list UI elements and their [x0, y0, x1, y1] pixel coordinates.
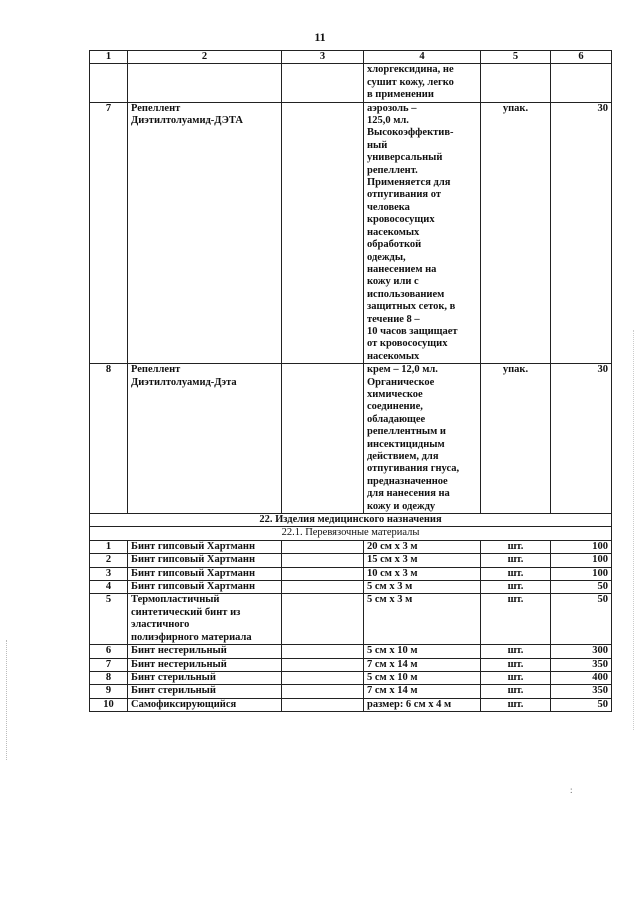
cell-empty — [282, 64, 364, 102]
scan-edge-right — [633, 330, 635, 730]
item-name: Бинт гипсовый Хартманн — [128, 540, 282, 553]
cell-empty — [282, 581, 364, 594]
item-description: 10 см х 3 м — [364, 567, 481, 580]
table-row — [90, 554, 612, 567]
table-header-row — [90, 51, 612, 64]
item-description: крем – 12,0 мл. Органическое химическое соединение, обладающее репеллентным и инсектицидным действием, для отпугивания гнуса, предназначенное для нанесения на кожу и одежду — [364, 364, 481, 514]
page-number: 11 — [314, 30, 326, 44]
item-number: 5 — [90, 594, 128, 645]
item-name: Репеллент Диэтилтолуамид-Дэта — [128, 364, 282, 514]
item-description: 5 см х 3 м — [364, 594, 481, 645]
item-unit: шт. — [481, 540, 551, 553]
cell-empty — [282, 645, 364, 658]
item-quantity: 100 — [551, 554, 612, 567]
item-name: Бинт гипсовый Хартманн — [128, 554, 282, 567]
table-row — [90, 645, 612, 658]
subsection-title: 22.1. Перевязочные материалы — [90, 527, 612, 540]
header-cell: 2 — [128, 51, 282, 64]
header-cell: 4 — [364, 51, 481, 64]
item-unit: шт. — [481, 567, 551, 580]
item-unit: шт. — [481, 685, 551, 698]
item-name: Репеллент Диэтилтолуамид-ДЭТА — [128, 102, 282, 364]
header-cell: 5 — [481, 51, 551, 64]
item-description: 7 см х 14 м — [364, 685, 481, 698]
item-quantity: 50 — [551, 581, 612, 594]
cell-empty — [282, 671, 364, 684]
cell-empty — [90, 64, 128, 102]
item-quantity: 50 — [551, 594, 612, 645]
cell-empty — [481, 64, 551, 102]
item-number: 3 — [90, 567, 128, 580]
item-description: размер: 6 см х 4 м — [364, 698, 481, 711]
item-name: Самофиксирующийся — [128, 698, 282, 711]
item-number: 7 — [90, 102, 128, 364]
item-number: 8 — [90, 364, 128, 514]
item-description: 7 см х 14 м — [364, 658, 481, 671]
cell-empty — [282, 554, 364, 567]
header-cell: 1 — [90, 51, 128, 64]
cell-empty — [282, 567, 364, 580]
header-cell: 6 — [551, 51, 612, 64]
item-unit: шт. — [481, 671, 551, 684]
item-quantity: 100 — [551, 540, 612, 553]
cell-empty — [282, 594, 364, 645]
section-row — [90, 514, 612, 527]
cell-empty — [282, 102, 364, 364]
table-row — [90, 658, 612, 671]
item-unit: шт. — [481, 698, 551, 711]
cell-empty — [551, 64, 612, 102]
item-quantity: 350 — [551, 658, 612, 671]
item-unit: шт. — [481, 581, 551, 594]
item-description: 5 см х 10 м — [364, 671, 481, 684]
table-row — [90, 685, 612, 698]
item-name: Бинт нестерильный — [128, 645, 282, 658]
item-quantity: 30 — [551, 102, 612, 364]
item-description: аэрозоль – 125,0 мл. Высокоэффектив- ный универсальный репеллент. Применяется для отпугивания от человека кровососущих насекомых обработкой одежды, нанесением на кожу или с использованием защитных сеток, в течение 8 – 10 часов защищает от кровососущих насекомых — [364, 102, 481, 364]
table-row — [90, 102, 612, 364]
item-number: 6 — [90, 645, 128, 658]
item-quantity: 50 — [551, 698, 612, 711]
item-unit: упак. — [481, 364, 551, 514]
item-name: Термопластичный синтетический бинт из эластичного полиэфирного материала — [128, 594, 282, 645]
margin-mark: : — [570, 785, 573, 795]
item-unit: упак. — [481, 102, 551, 364]
item-name: Бинт гипсовый Хартманн — [128, 581, 282, 594]
item-number: 2 — [90, 554, 128, 567]
item-number: 8 — [90, 671, 128, 684]
scan-edge-left — [6, 640, 8, 760]
item-quantity: 100 — [551, 567, 612, 580]
table-row — [90, 671, 612, 684]
subsection-row — [90, 527, 612, 540]
item-quantity: 30 — [551, 364, 612, 514]
continuation-description: хлоргексидина, не сушит кожу, легко в применении — [364, 64, 481, 102]
item-number: 9 — [90, 685, 128, 698]
item-name: Бинт стерильный — [128, 671, 282, 684]
item-number: 7 — [90, 658, 128, 671]
section-title: 22. Изделия медицинского назначения — [90, 514, 612, 527]
cell-empty — [282, 685, 364, 698]
item-description: 5 см х 10 м — [364, 645, 481, 658]
continuation-row — [90, 64, 612, 102]
item-description: 5 см х 3 м — [364, 581, 481, 594]
cell-empty — [128, 64, 282, 102]
item-description: 15 см х 3 м — [364, 554, 481, 567]
cell-empty — [282, 658, 364, 671]
cell-empty — [282, 698, 364, 711]
item-name: Бинт гипсовый Хартманн — [128, 567, 282, 580]
table-row — [90, 364, 612, 514]
header-cell: 3 — [282, 51, 364, 64]
item-quantity: 400 — [551, 671, 612, 684]
table-row — [90, 540, 612, 553]
item-number: 4 — [90, 581, 128, 594]
item-name: Бинт стерильный — [128, 685, 282, 698]
item-number: 1 — [90, 540, 128, 553]
item-unit: шт. — [481, 554, 551, 567]
cell-empty — [282, 540, 364, 553]
cell-empty — [282, 364, 364, 514]
item-unit: шт. — [481, 645, 551, 658]
document-table — [89, 50, 612, 712]
table-row — [90, 698, 612, 711]
item-name: Бинт нестерильный — [128, 658, 282, 671]
item-unit: шт. — [481, 658, 551, 671]
item-quantity: 350 — [551, 685, 612, 698]
table-row — [90, 594, 612, 645]
table-row — [90, 567, 612, 580]
item-quantity: 300 — [551, 645, 612, 658]
table-row — [90, 581, 612, 594]
item-unit: шт. — [481, 594, 551, 645]
item-description: 20 см х 3 м — [364, 540, 481, 553]
item-number: 10 — [90, 698, 128, 711]
